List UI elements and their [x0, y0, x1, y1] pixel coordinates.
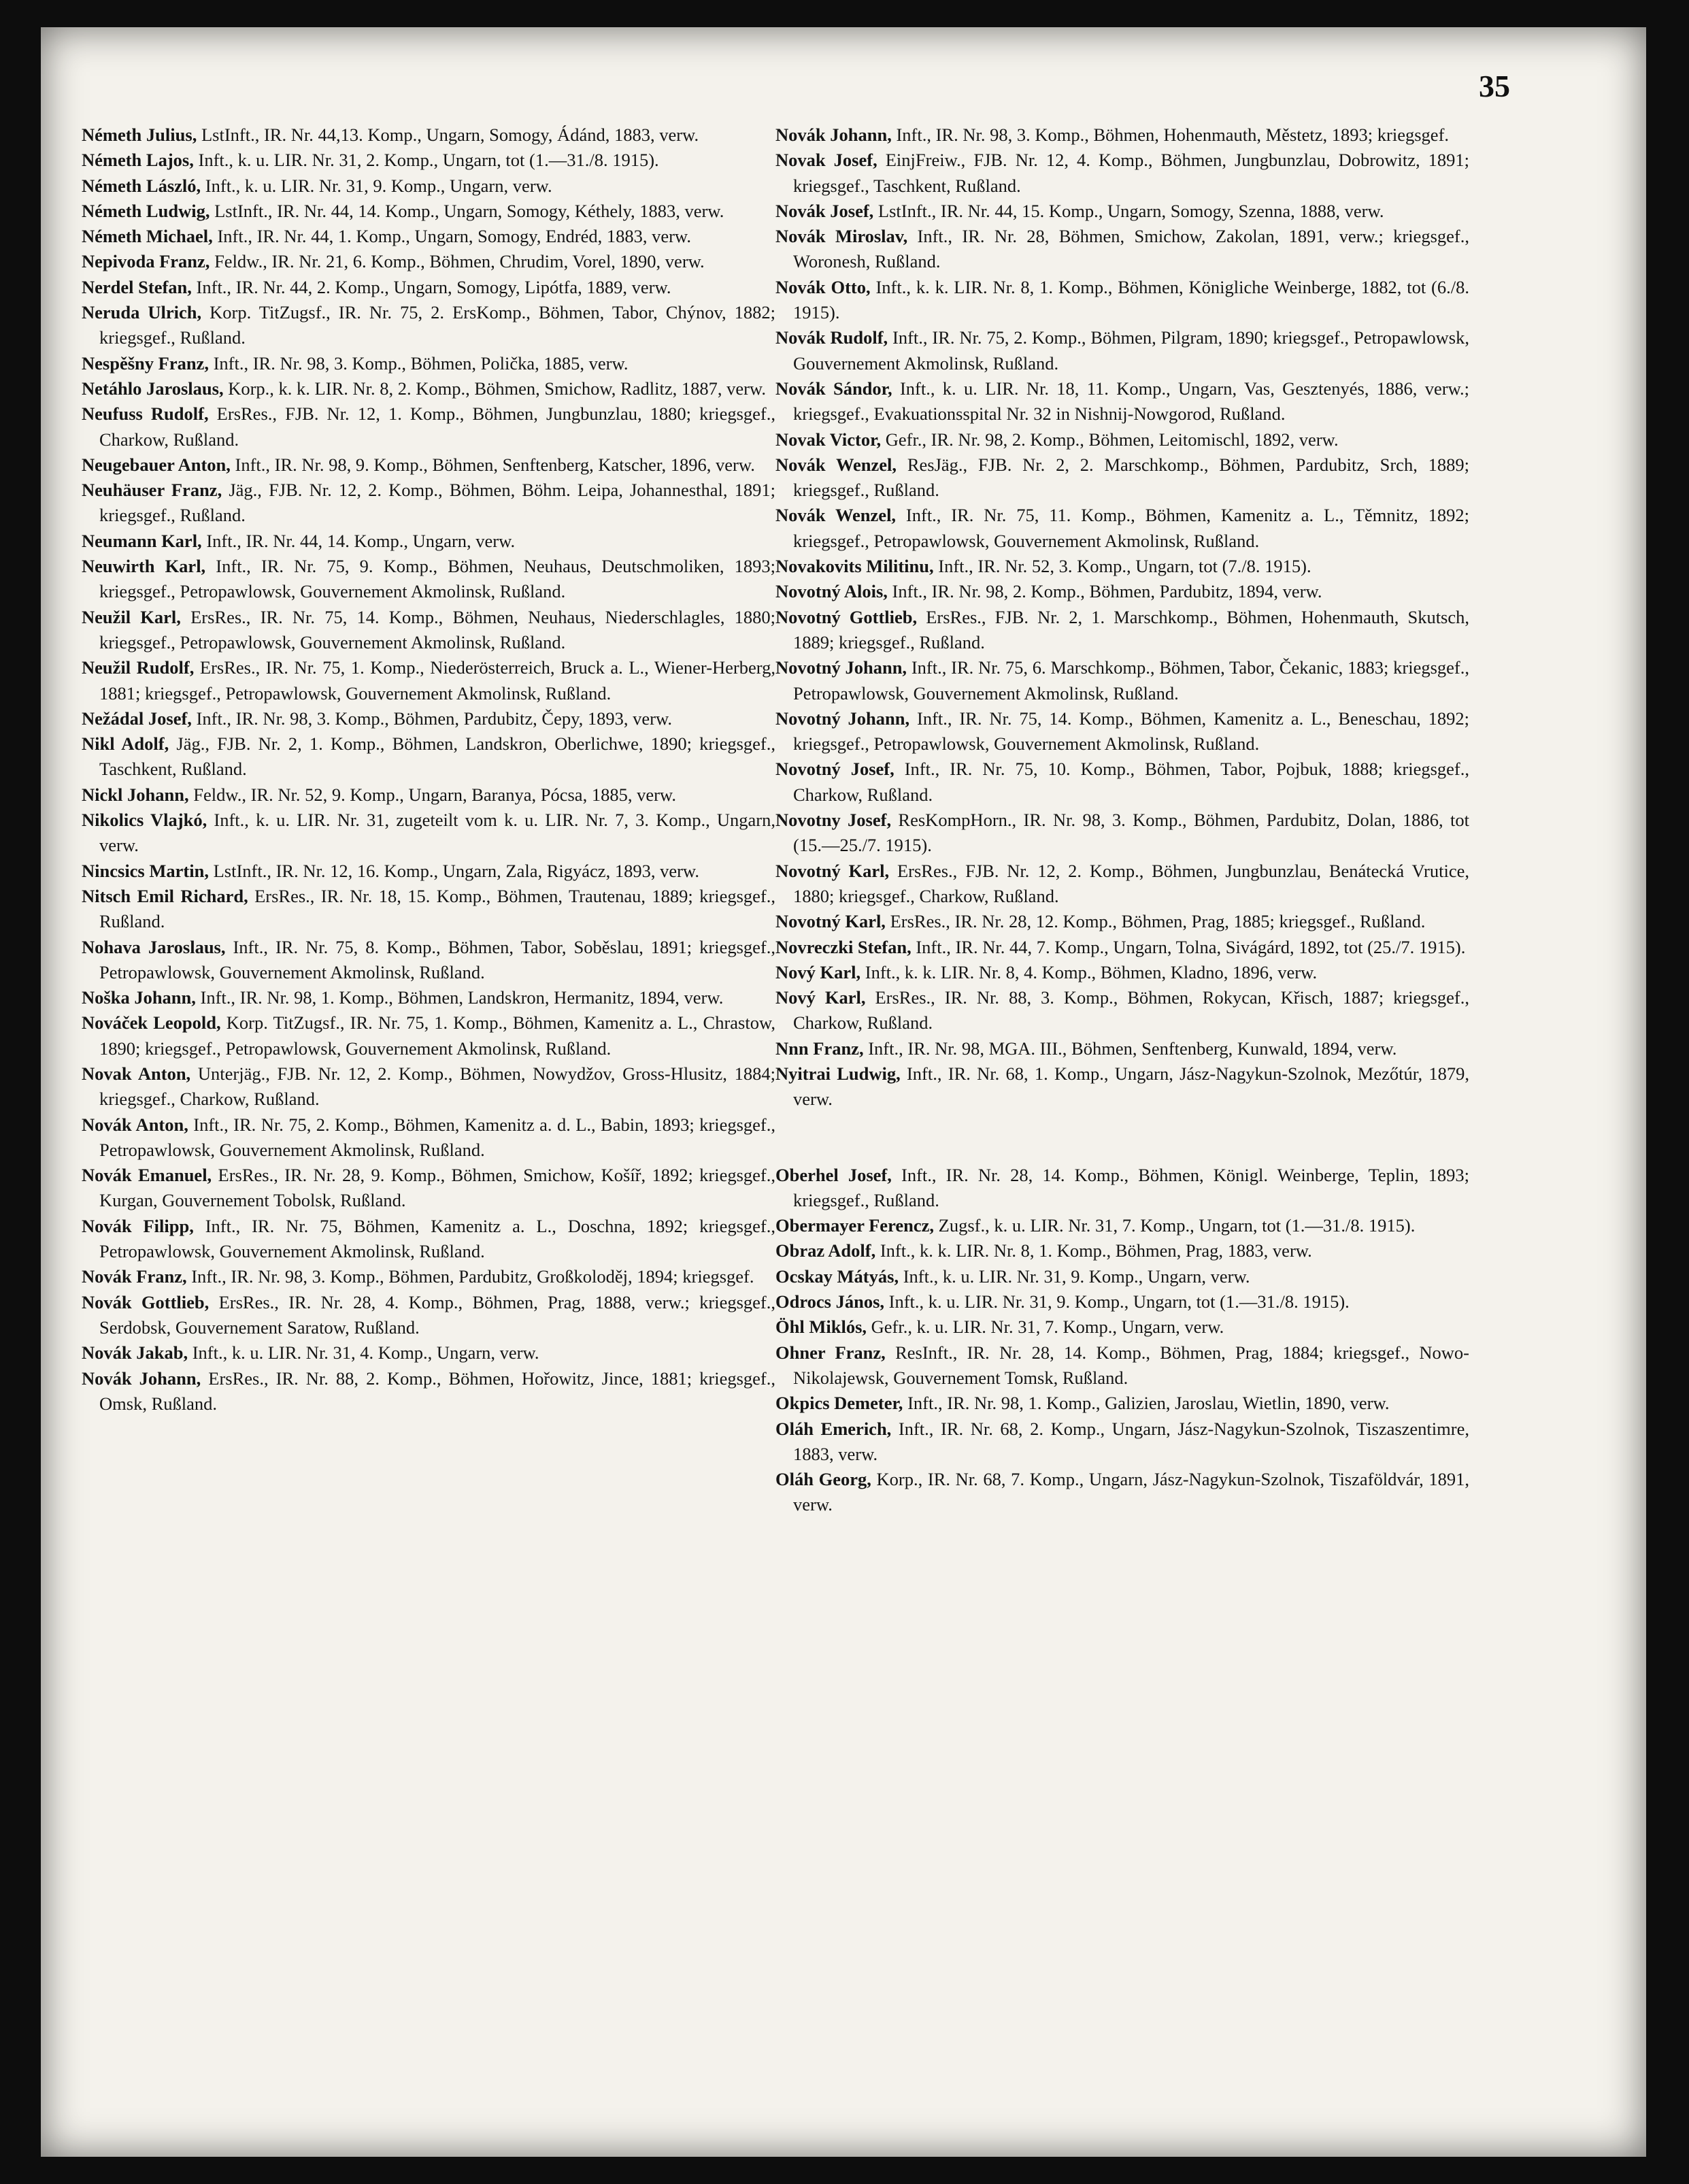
entry-details: Inft., IR. Nr. 68, 1. Komp., Ungarn, Jász-Nagykun-Szolnok, Mezőtúr, 1879, verw.	[793, 1063, 1469, 1110]
entry-details: ErsRes., IR. Nr. 75, 14. Komp., Böhmen, Neuhaus, Niederschlagles, 1880; kriegsgef., Petropawlowsk, Gouvernement Akmolinsk, Rußland.	[99, 606, 775, 652]
entry-name: Nickl Johann,	[82, 784, 189, 805]
list-entry	[82, 706, 775, 731]
entry-details: Inft., IR. Nr. 75, 11. Komp., Böhmen, Kamenitz a. L., Těmnitz, 1892; kriegsgef., Petropawlowsk, Gouvernement Akmolinsk, Rußland.	[793, 505, 1469, 551]
entry-name: Neužil Karl,	[82, 606, 181, 627]
entry-name: Novák Johann,	[82, 1368, 201, 1389]
list-entry	[775, 427, 1469, 452]
entry-details: ErsRes., IR. Nr. 75, 1. Komp., Niederösterreich, Bruck a. L., Wiener-Herberg, 1881; kriegsgef., Petropawlowsk, Gouvernement Akmolinsk, Rußland.	[99, 657, 775, 704]
entry-details: Gefr., IR. Nr. 98, 2. Komp., Böhmen, Leitomischl, 1892, verw.	[881, 429, 1339, 450]
entry-name: Nespěšny Franz,	[82, 352, 209, 374]
entry-name: Neužil Rudolf,	[82, 657, 195, 678]
entry-name: Oláh Emerich,	[775, 1418, 892, 1439]
list-entry	[82, 452, 775, 478]
list-entry	[82, 1366, 775, 1417]
entry-details: ErsRes., FJB. Nr. 12, 2. Komp., Böhmen, Jungbunzlau, Benátecká Vrutice, 1880; kriegsgef., Charkow, Rußland.	[793, 860, 1469, 906]
list-entry	[775, 1163, 1469, 1214]
entry-details: Inft., IR. Nr. 75, Böhmen, Kamenitz a. L., Doschna, 1892; kriegsgef., Petropawlowsk, Gouvernement Akmolinsk, Rußland.	[99, 1215, 775, 1262]
entry-list-right-n	[775, 122, 1469, 1112]
entry-details: Inft., IR. Nr. 28, Böhmen, Smichow, Zakolan, 1891, verw.; kriegsgef., Woronesh, Rußland.	[793, 226, 1469, 272]
entry-details: EinjFreiw., FJB. Nr. 12, 4. Komp., Böhmen, Jungbunzlau, Dobrowitz, 1891; kriegsgef., Taschkent, Rußland.	[793, 150, 1469, 196]
entry-details: ErsRes., IR. Nr. 88, 2. Komp., Böhmen, Hořowitz, Jince, 1881; kriegsgef., Omsk, Rußland.	[99, 1368, 776, 1414]
list-entry	[82, 859, 775, 884]
list-entry	[82, 1264, 775, 1289]
entry-details: Inft., IR. Nr. 98, 3. Komp., Böhmen, Polička, 1885, verw.	[208, 352, 629, 374]
entry-details: Inft., k. u. LIR. Nr. 31, 9. Komp., Ungarn, tot (1.—31./8. 1915).	[884, 1291, 1350, 1312]
list-entry	[775, 706, 1469, 757]
entry-name: Novák Gottlieb,	[82, 1291, 210, 1312]
entry-name: Neugebauer Anton,	[82, 454, 231, 475]
entry-name: Novotný Johann,	[775, 708, 910, 729]
entry-details: ErsRes., FJB. Nr. 12, 1. Komp., Böhmen, Jungbunzlau, 1880; kriegsgef., Charkow, Rußland.	[99, 403, 775, 450]
list-entry	[82, 1163, 775, 1214]
entry-name: Nový Karl,	[775, 961, 861, 982]
list-entry	[775, 1340, 1469, 1391]
page-number: 35	[1479, 69, 1510, 103]
list-entry	[775, 985, 1469, 1036]
entry-details: Jäg., FJB. Nr. 2, 1. Komp., Böhmen, Landskron, Oberlichwe, 1890; kriegsgef., Taschkent, Rußland.	[99, 733, 776, 780]
list-entry	[82, 808, 775, 859]
list-entry	[82, 554, 775, 605]
list-entry	[775, 376, 1469, 427]
entry-details: Inft., IR. Nr. 44, 14. Komp., Ungarn, verw.	[201, 530, 516, 551]
list-entry	[82, 529, 775, 554]
entry-name: Nincsics Martin,	[82, 860, 209, 881]
entry-details: Inft., k. k. LIR. Nr. 8, 1. Komp., Böhmen, Königliche Weinberge, 1882, tot (6./8. 1915).	[793, 276, 1469, 323]
entry-details: Jäg., FJB. Nr. 12, 2. Komp., Böhmen, Böhm. Leipa, Johannesthal, 1891; kriegsgef., Rußland.	[99, 480, 776, 526]
entry-name: Nežádal Josef,	[82, 708, 192, 729]
entry-details: Inft., IR. Nr. 75, 6. Marschkomp., Böhmen, Tabor, Čekanic, 1883; kriegsgef., Petropawlowsk, Gouvernement Akmolinsk, Rußland.	[793, 657, 1469, 704]
entry-name: Novák Rudolf,	[775, 327, 888, 348]
list-entry	[82, 148, 775, 173]
entry-details: Inft., IR. Nr. 44, 2. Komp., Ungarn, Somogy, Lipótfa, 1889, verw.	[191, 276, 671, 297]
entry-name: Novák Wenzel,	[775, 454, 897, 475]
entry-details: ErsRes., IR. Nr. 88, 3. Komp., Böhmen, Rokycan, Křisch, 1887; kriegsgef., Charkow, Rußland.	[793, 987, 1470, 1033]
entry-details: ResJäg., FJB. Nr. 2, 2. Marschkomp., Böhmen, Pardubitz, Srch, 1889; kriegsgef., Rußland.	[793, 454, 1469, 501]
list-entry	[82, 985, 775, 1010]
list-entry	[82, 275, 775, 300]
entry-details: Inft., k. k. LIR. Nr. 8, 4. Komp., Böhmen, Kladno, 1896, verw.	[860, 961, 1318, 982]
entry-details: Unterjäg., FJB. Nr. 12, 2. Komp., Böhmen, Nowydžov, Gross-Hlusitz, 1884; kriegsgef., Charkow, Rußland.	[99, 1063, 775, 1110]
list-entry	[775, 655, 1469, 706]
entry-details: Inft., IR. Nr. 75, 8. Komp., Böhmen, Tabor, Soběslau, 1891; kriegsgef., Petropawlowsk, Gouvernement Akmolinsk, Rußland.	[99, 936, 775, 982]
list-entry	[775, 122, 1469, 148]
entry-name: Novotný Johann,	[775, 657, 907, 678]
entry-name: Neuhäuser Franz,	[82, 480, 222, 501]
entry-name: Noška Johann,	[82, 987, 196, 1008]
entry-name: Németh Ludwig,	[82, 200, 210, 221]
entry-details: Inft., IR. Nr. 75, 9. Komp., Böhmen, Neuhaus, Deutschmoliken, 1893; kriegsgef., Petropawlowsk, Gouvernement Akmolinsk, Rußland.	[99, 556, 775, 602]
entry-details: Inft., IR. Nr. 98, 2. Komp., Böhmen, Pardubitz, 1894, verw.	[887, 581, 1322, 602]
list-entry	[82, 1061, 775, 1112]
entry-details: ErsRes., IR. Nr. 18, 15. Komp., Böhmen, Trautenau, 1889; kriegsgef., Rußland.	[99, 885, 775, 932]
entry-name: Nováček Leopold,	[82, 1012, 221, 1033]
entry-details: Inft., k. u. LIR. Nr. 31, 9. Komp., Ungarn, verw.	[201, 175, 552, 196]
entry-details: Korp. TitZugsf., IR. Nr. 75, 2. ErsKomp., Böhmen, Tabor, Chýnov, 1882; kriegsgef., Rußland.	[99, 302, 775, 348]
entry-details: Inft., k. u. LIR. Nr. 31, zugeteilt vom k. u. LIR. Nr. 7, 3. Komp., Ungarn, verw.	[99, 810, 776, 856]
list-entry	[82, 1290, 775, 1341]
entry-details: LstInft., IR. Nr. 12, 16. Komp., Ungarn, Zala, Rigyácz, 1893, verw.	[208, 860, 699, 881]
entry-name: Nyitrai Ludwig,	[775, 1063, 901, 1084]
list-entry	[82, 731, 775, 782]
entry-name: Novotný Karl,	[775, 911, 886, 932]
entry-details: Inft., IR. Nr. 68, 2. Komp., Ungarn, Jász-Nagykun-Szolnok, Tiszaszentimre, 1883, verw.	[793, 1418, 1469, 1464]
entry-details: Gefr., k. u. LIR. Nr. 31, 7. Komp., Ungarn, verw.	[867, 1317, 1224, 1338]
list-entry	[82, 1214, 775, 1265]
entry-name: Novák Miroslav,	[775, 226, 908, 247]
list-entry	[82, 376, 775, 401]
entry-name: Novák Franz,	[82, 1266, 187, 1287]
entry-details: Inft., IR. Nr. 98, 3. Komp., Böhmen, Pardubitz, Čepy, 1893, verw.	[191, 708, 673, 729]
entry-details: LstInft., IR. Nr. 44,13. Komp., Ungarn, Somogy, Ádánd, 1883, verw.	[197, 125, 699, 145]
entry-details: Inft., IR. Nr. 75, 10. Komp., Böhmen, Tabor, Pojbuk, 1888; kriegsgef., Charkow, Rußland.	[793, 759, 1469, 805]
list-entry	[775, 909, 1469, 934]
entry-name: Novotný Gottlieb,	[775, 606, 918, 627]
entry-list-left	[82, 122, 775, 1417]
entry-list-right-o	[775, 1163, 1469, 1518]
right-column	[775, 122, 1469, 1518]
list-entry	[775, 1238, 1469, 1263]
entry-name: Nepivoda Franz,	[82, 251, 210, 272]
entry-details: ErsRes., IR. Nr. 28, 9. Komp., Böhmen, Smichow, Košíř, 1892; kriegsgef., Kurgan, Gouvernement Tobolsk, Rußland.	[99, 1165, 775, 1211]
entry-name: Neuwirth Karl,	[82, 556, 206, 577]
list-entry	[775, 579, 1469, 604]
entry-name: Németh Lajos,	[82, 150, 194, 171]
list-entry	[775, 757, 1469, 808]
list-entry	[82, 1340, 775, 1366]
entry-details: Inft., IR. Nr. 98, 3. Komp., Böhmen, Pardubitz, Großkoloděj, 1894; kriegsgef.	[186, 1266, 754, 1287]
entry-name: Nikl Adolf,	[82, 733, 169, 755]
entry-name: Novák Josef,	[775, 200, 874, 221]
entry-details: Feldw., IR. Nr. 52, 9. Komp., Ungarn, Baranya, Pócsa, 1885, verw.	[188, 784, 676, 805]
entry-name: Nnn Franz,	[775, 1038, 864, 1059]
entry-name: Oláh Georg,	[775, 1469, 871, 1490]
entry-name: Novotný Alois,	[775, 581, 888, 602]
list-entry	[775, 199, 1469, 224]
list-entry	[775, 1213, 1469, 1238]
entry-name: Nerdel Stefan,	[82, 276, 192, 297]
list-entry	[775, 1061, 1469, 1112]
list-entry	[775, 935, 1469, 960]
entry-details: Inft., k. u. LIR. Nr. 31, 4. Komp., Ungarn, verw.	[188, 1342, 539, 1363]
entry-name: Novák Emanuel,	[82, 1165, 212, 1186]
entry-details: Inft., k. k. LIR. Nr. 8, 1. Komp., Böhmen, Prag, 1883, verw.	[875, 1240, 1312, 1261]
entry-details: Inft., IR. Nr. 98, MGA. III., Böhmen, Senftenberg, Kunwald, 1894, verw.	[863, 1038, 1397, 1059]
entry-name: Neruda Ulrich,	[82, 302, 202, 323]
entry-details: Inft., IR. Nr. 98, 1. Komp., Galizien, Jaroslau, Wietlin, 1890, verw.	[903, 1393, 1390, 1414]
entry-details: Korp. TitZugsf., IR. Nr. 75, 1. Komp., Böhmen, Kamenitz a. L., Chrastow, 1890; kriegsgef., Petropawlowsk, Gouvernement Akmolinsk, Rußland.	[99, 1012, 775, 1059]
entry-details: Inft., k. u. LIR. Nr. 18, 11. Komp., Ungarn, Vas, Gesztenyés, 1886, verw.; kriegsgef., Evakuationsspital Nr. 32 in Nishnij-Nowgorod, Rußland.	[793, 378, 1469, 425]
entry-details: Feldw., IR. Nr. 21, 6. Komp., Böhmen, Chrudim, Vorel, 1890, verw.	[210, 251, 705, 272]
entry-name: Nikolics Vlajkó,	[82, 810, 207, 831]
list-entry	[775, 1417, 1469, 1468]
entry-name: Obraz Adolf,	[775, 1240, 876, 1261]
entry-name: Novak Josef,	[775, 150, 877, 171]
entry-name: Neumann Karl,	[82, 530, 202, 551]
entry-name: Novotný Karl,	[775, 860, 890, 881]
entry-name: Novák Wenzel,	[775, 505, 897, 526]
entry-name: Ocskay Mátyás,	[775, 1265, 899, 1287]
entry-name: Neufuss Rudolf,	[82, 403, 209, 425]
entry-name: Novák Anton,	[82, 1114, 188, 1135]
list-entry	[775, 452, 1469, 503]
entry-name: Öhl Miklós,	[775, 1317, 867, 1338]
list-entry	[82, 300, 775, 351]
entry-details: ResKompHorn., IR. Nr. 98, 3. Komp., Böhmen, Pardubitz, Dolan, 1886, tot (15.—25./7. 1915).	[793, 810, 1469, 856]
list-entry	[775, 554, 1469, 579]
entry-name: Okpics Demeter,	[775, 1393, 903, 1414]
list-entry	[82, 199, 775, 224]
entry-name: Netáhlo Jaroslaus,	[82, 378, 224, 399]
entry-details: Inft., IR. Nr. 98, 1. Komp., Böhmen, Landskron, Hermanitz, 1894, verw.	[195, 987, 724, 1008]
list-entry	[82, 224, 775, 249]
list-entry	[775, 1467, 1469, 1518]
list-entry	[82, 478, 775, 529]
entry-details: LstInft., IR. Nr. 44, 14. Komp., Ungarn, Somogy, Kéthely, 1883, verw.	[210, 200, 724, 221]
entry-details: Inft., k. u. LIR. Nr. 31, 9. Komp., Ungarn, verw.	[899, 1265, 1250, 1287]
entry-name: Németh Michael,	[82, 226, 213, 247]
entry-details: ErsRes., IR. Nr. 28, 4. Komp., Böhmen, Prag, 1888, verw.; kriegsgef., Serdobsk, Gouvernement Saratow, Rußland.	[99, 1291, 775, 1338]
entry-name: Oberhel Josef,	[775, 1164, 892, 1185]
entry-name: Novak Anton,	[82, 1063, 191, 1084]
list-entry	[775, 1289, 1469, 1314]
list-entry	[82, 884, 775, 935]
entry-name: Novak Victor,	[775, 429, 882, 450]
list-entry	[775, 1314, 1469, 1340]
list-entry	[82, 935, 775, 986]
entry-details: Inft., IR. Nr. 28, 14. Komp., Böhmen, Königl. Weinberge, Teplin, 1893; kriegsgef., Rußland.	[793, 1164, 1469, 1210]
entry-details: Korp., k. k. LIR. Nr. 8, 2. Komp., Böhmen, Smichow, Radlitz, 1887, verw.	[223, 378, 766, 399]
entry-details: Inft., IR. Nr. 52, 3. Komp., Ungarn, tot (7./8. 1915).	[933, 556, 1311, 577]
entry-name: Novreczki Stefan,	[775, 936, 912, 957]
entry-name: Novák Otto,	[775, 276, 871, 297]
entry-details: ResInft., IR. Nr. 28, 14. Komp., Böhmen, Prag, 1884; kriegsgef., Nowo-Nikolajewsk, Gouvernement Tomsk, Rußland.	[793, 1342, 1469, 1388]
list-entry	[775, 605, 1469, 656]
list-entry	[775, 325, 1469, 376]
entry-details: Inft., IR. Nr. 75, 14. Komp., Böhmen, Kamenitz a. L., Beneschau, 1892; kriegsgef., Petropawlowsk, Gouvernement Akmolinsk, Rußland.	[793, 708, 1469, 755]
list-entry	[82, 1010, 775, 1061]
entry-details: Inft., IR. Nr. 75, 2. Komp., Böhmen, Kamenitz a. d. L., Babin, 1893; kriegsgef., Petropawlowsk, Gouvernement Akmolinsk, Rußland.	[99, 1114, 775, 1160]
entry-name: Novák Jakab,	[82, 1342, 188, 1363]
entry-name: Novotny Josef,	[775, 810, 892, 831]
entry-details: Inft., IR. Nr. 44, 1. Komp., Ungarn, Somogy, Endréd, 1883, verw.	[212, 226, 691, 247]
entry-name: Obermayer Ferencz,	[775, 1215, 935, 1236]
list-entry	[82, 782, 775, 808]
list-entry	[775, 960, 1469, 985]
entry-name: Nitsch Emil Richard,	[82, 885, 248, 906]
entry-details: ErsRes., IR. Nr. 28, 12. Komp., Böhmen, Prag, 1885; kriegsgef., Rußland.	[885, 911, 1426, 932]
document-page	[41, 27, 1646, 2157]
entry-details: Korp., IR. Nr. 68, 7. Komp., Ungarn, Jász-Nagykun-Szolnok, Tiszaföldvár, 1891, verw.	[793, 1469, 1469, 1515]
list-entry	[775, 1391, 1469, 1416]
list-entry	[82, 173, 775, 199]
list-entry	[82, 249, 775, 274]
list-entry	[775, 1264, 1469, 1289]
list-entry	[82, 401, 775, 452]
left-column	[82, 122, 775, 1417]
entry-name: Novák Johann,	[775, 125, 892, 145]
entry-details: Inft., IR. Nr. 98, 3. Komp., Böhmen, Hohenmauth, Městetz, 1893; kriegsgef.	[891, 125, 1450, 145]
entry-details: ErsRes., FJB. Nr. 2, 1. Marschkomp., Böhmen, Hohenmauth, Skutsch, 1889; kriegsgef., Rußland.	[793, 606, 1470, 652]
list-entry	[775, 859, 1469, 910]
list-entry	[775, 148, 1469, 199]
entry-name: Németh Julius,	[82, 125, 197, 145]
entry-name: Nový Karl,	[775, 987, 866, 1008]
entry-details: Zugsf., k. u. LIR. Nr. 31, 7. Komp., Ungarn, tot (1.—31./8. 1915).	[934, 1215, 1416, 1236]
entry-name: Odrocs János,	[775, 1291, 885, 1312]
entry-details: Inft., IR. Nr. 98, 9. Komp., Böhmen, Senftenberg, Katscher, 1896, verw.	[230, 454, 755, 475]
entry-name: Ohner Franz,	[775, 1342, 886, 1363]
entry-name: Novotný Josef,	[775, 759, 894, 780]
list-entry	[82, 655, 775, 706]
entry-details: Inft., IR. Nr. 75, 2. Komp., Böhmen, Pilgram, 1890; kriegsgef., Petropawlowsk, Gouvernement Akmolinsk, Rußland.	[793, 327, 1469, 374]
entry-name: Novák Filipp,	[82, 1215, 194, 1236]
entry-details: Inft., k. u. LIR. Nr. 31, 2. Komp., Ungarn, tot (1.—31./8. 1915).	[193, 150, 659, 171]
entry-details: LstInft., IR. Nr. 44, 15. Komp., Ungarn, Somogy, Szenna, 1888, verw.	[873, 200, 1384, 221]
section-divider	[775, 1112, 1469, 1163]
entry-name: Novakovits Militinu,	[775, 556, 934, 577]
list-entry	[82, 605, 775, 656]
entry-details: Inft., IR. Nr. 44, 7. Komp., Ungarn, Tolna, Sivágárd, 1892, tot (25./7. 1915).	[911, 936, 1466, 957]
entry-name: Novák Sándor,	[775, 378, 892, 399]
list-entry	[775, 808, 1469, 859]
entry-name: Németh László,	[82, 175, 201, 196]
list-entry	[82, 1112, 775, 1163]
entry-name: Nohava Jaroslaus,	[82, 936, 226, 957]
list-entry	[775, 1036, 1469, 1061]
list-entry	[775, 224, 1469, 275]
list-entry	[775, 503, 1469, 554]
list-entry	[82, 351, 775, 376]
list-entry	[82, 122, 775, 148]
list-entry	[775, 275, 1469, 326]
